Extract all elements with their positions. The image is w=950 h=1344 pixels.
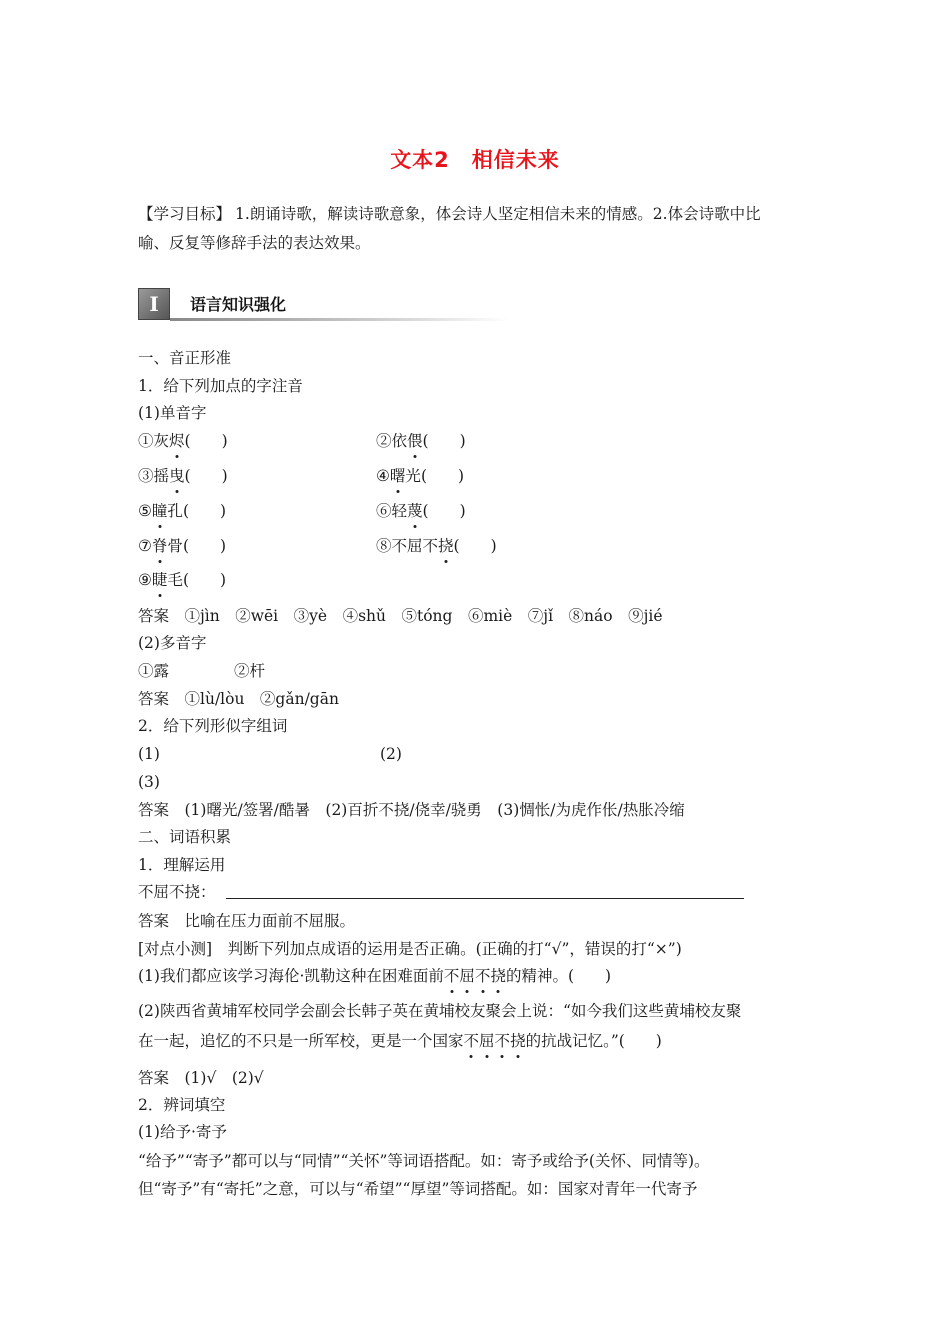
emphasis-char: 屈 xyxy=(479,1032,495,1050)
part2-question-2: 2．辨词填空 xyxy=(138,1096,226,1114)
page-title: 文本2 相信未来 xyxy=(390,148,560,172)
emphasis-char: 不 xyxy=(443,967,460,985)
emphasis-char: 不 xyxy=(474,967,491,985)
word-pair-heading: (1)给予·寄予 xyxy=(138,1123,227,1141)
pinyin-item-4: ④曙光( ) xyxy=(376,467,465,485)
part2-heading: 二、词语积累 xyxy=(138,828,232,846)
answer-definition: 答案 比喻在压力面前不屈服。 xyxy=(138,912,356,930)
part1-question-2: 2．给下列形似字组词 xyxy=(138,717,288,735)
emphasis-char: 不 xyxy=(463,1032,480,1050)
emphasis-char: 脊 xyxy=(151,537,168,555)
pinyin-item-5: ⑤瞳孔( ) xyxy=(138,502,227,520)
pinyin-item-1: ①灰烬( ) xyxy=(138,432,228,450)
polyphone-item-2: ②杆 xyxy=(234,662,266,680)
objectives-text-1: 1.朗诵诗歌，解读诗歌意象，体会诗人坚定相信未来的情感。2.体会诗歌中比 xyxy=(235,205,761,223)
similar-char-3: (3) xyxy=(138,773,160,791)
section-header xyxy=(138,288,518,322)
part1-question-1: 1．给下列加点的字注音 xyxy=(138,377,303,395)
pinyin-item-3: ③摇曳( ) xyxy=(138,467,228,485)
pinyin-item-8: ⑧不屈不挠( ) xyxy=(376,537,497,555)
section-underline xyxy=(170,318,510,321)
similar-char-2: (2) xyxy=(380,745,402,763)
emphasis-char: 偎 xyxy=(407,432,423,450)
part2-question-1: 1．理解运用 xyxy=(138,856,226,874)
answer-pinyin: 答案 ①jìn ②wēi ③yè ④shǔ ⑤tóng ⑥miè ⑦jǐ ⑧náo ⑨jié xyxy=(138,607,663,625)
emphasis-char: 瞳 xyxy=(151,502,168,520)
similar-char-1: (1) xyxy=(138,745,160,763)
pinyin-item-2: ②依偎( ) xyxy=(376,432,466,450)
test-item-2-line-2: 在一起，追忆的不只是一所军校，更是一个国家不屈不挠的抗战记忆。”( ) xyxy=(138,1032,662,1050)
emphasis-char: 曳 xyxy=(169,467,185,485)
part1-subheading-1: (1)单音字 xyxy=(138,404,207,422)
mini-test-instruction: [对点小测] 判断下列加点成语的运用是否正确。(正确的打“√”，错误的打“×”) xyxy=(138,940,682,958)
emphasis-char: 不 xyxy=(494,1032,511,1050)
emphasis-char: 屈 xyxy=(459,967,475,985)
explanation-line-1: “给予”“寄予”都可以与“同情”“关怀”等词语搭配。如：寄予或给予(关怀、同情等)。 xyxy=(138,1152,710,1170)
polyphone-item-1: ①露 xyxy=(138,662,170,680)
emphasis-char: 睫 xyxy=(151,571,168,589)
emphasis-char: 挠 xyxy=(438,537,454,555)
emphasis-char: 烬 xyxy=(169,432,185,450)
emphasis-char: 曙 xyxy=(389,467,406,485)
section-title: 语言知识强化 xyxy=(190,295,287,314)
test-item-1: (1)我们都应该学习海伦·凯勒这种在困难面前不屈不挠的精神。( ) xyxy=(138,967,612,985)
fill-label: 不屈不挠： xyxy=(138,883,216,901)
pinyin-item-9: ⑨睫毛( ) xyxy=(138,571,227,589)
emphasis-char: 挠 xyxy=(510,1032,526,1050)
part1-heading: 一、音正形准 xyxy=(138,349,232,367)
emphasis-char: 挠 xyxy=(490,967,506,985)
answer-polyphone: 答案 ①lù/lòu ②gǎn/gān xyxy=(138,690,339,708)
fill-blank-line xyxy=(226,898,744,899)
answer-similar-chars: 答案 (1)曙光/签署/酷暑 (2)百折不挠/侥幸/骁勇 (3)惆怅/为虎作伥/热胀冷缩 xyxy=(138,801,685,819)
pinyin-item-6: ⑥轻蔑( ) xyxy=(376,502,466,520)
explanation-line-2: 但“寄予”有“寄托”之意，可以与“希望”“厚望”等词搭配。如：国家对青年一代寄予 xyxy=(138,1180,698,1198)
section-numeral-badge: I xyxy=(138,288,170,320)
emphasis-char: 蔑 xyxy=(407,502,423,520)
objectives-line-2: 喻、反复等修辞手法的表达效果。 xyxy=(138,234,371,252)
objectives-line-1 xyxy=(138,204,761,224)
test-item-2-line-1: (2)陕西省黄埔军校同学会副会长韩子英在黄埔校友聚会上说：“如今我们这些黄埔校友聚 xyxy=(138,1002,742,1020)
answer-test: 答案 (1)√ (2)√ xyxy=(138,1069,264,1087)
pinyin-item-7: ⑦脊骨( ) xyxy=(138,537,227,555)
objectives-label: 【学习目标】 xyxy=(138,205,232,223)
part1-subheading-2: (2)多音字 xyxy=(138,634,207,652)
